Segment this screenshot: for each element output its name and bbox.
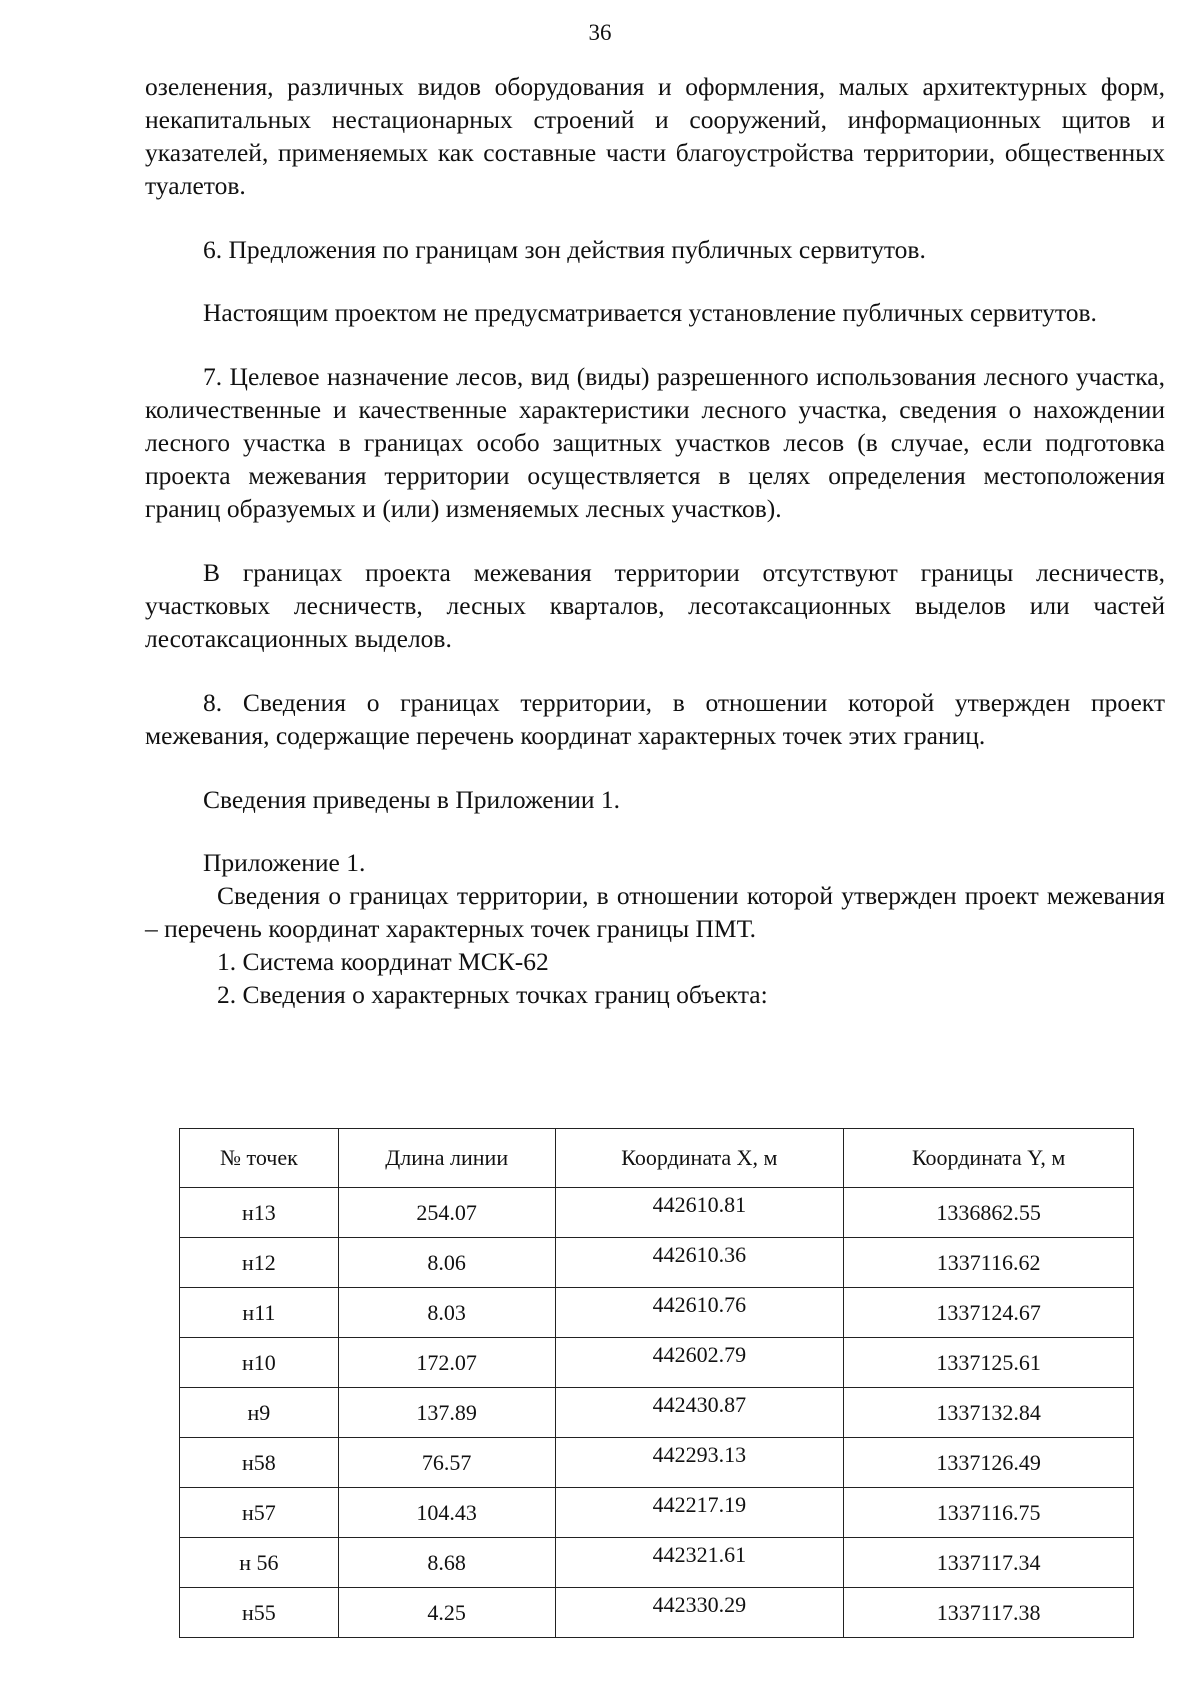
cell-length: 104.43: [338, 1488, 555, 1538]
cell-point: н55: [180, 1588, 339, 1638]
cell-x: 442321.61: [555, 1538, 844, 1588]
table-row: [180, 1538, 1134, 1588]
cell-point: н11: [180, 1288, 339, 1338]
table-row: [180, 1488, 1134, 1538]
cell-y: 1337132.84: [844, 1388, 1134, 1438]
cell-y: 1337124.67: [844, 1288, 1134, 1338]
cell-length: 8.68: [338, 1538, 555, 1588]
section-7-heading: 7. Целевое назначение лесов, вид (виды) разрешенного использования лесного участка, количественные и качественные характеристики лесного участка, сведения о нахождении лесного участка в границах особо защитных участков лесов (в случае, если подготовка проекта межевания территории осуществляется в целях определения местоположения границ образуемых и (или) изменяемых лесных участков).: [145, 362, 1165, 523]
cell-y: 1337126.49: [844, 1438, 1134, 1488]
cell-length: 8.03: [338, 1288, 555, 1338]
cell-y: 1337117.34: [844, 1538, 1134, 1588]
cell-length: 172.07: [338, 1338, 555, 1388]
header-point-number: № точек: [180, 1129, 339, 1188]
cell-point: н57: [180, 1488, 339, 1538]
header-coordinate-y: Координата Y, м: [844, 1129, 1134, 1188]
cell-point: н58: [180, 1438, 339, 1488]
cell-x: 442430.87: [555, 1388, 844, 1438]
cell-length: 76.57: [338, 1438, 555, 1488]
table-row: [180, 1588, 1134, 1638]
cell-point: н13: [180, 1188, 339, 1238]
header-line-length: Длина линии: [338, 1129, 555, 1188]
cell-length: 254.07: [338, 1188, 555, 1238]
appendix-title: Приложение 1.: [203, 848, 366, 877]
cell-x: 442217.19: [555, 1488, 844, 1538]
cell-point: н10: [180, 1338, 339, 1388]
table-row: [180, 1288, 1134, 1338]
paragraph-forestry: В границах проекта межевания территории отсутствуют границы лесничеств, участковых лесничеств, лесных кварталов, лесотаксационных выделов или частей лесотаксационных выделов.: [145, 558, 1165, 653]
cell-length: 4.25: [338, 1588, 555, 1638]
cell-x: 442610.81: [555, 1188, 844, 1238]
paragraph-landscaping: озеленения, различных видов оборудования и оформления, малых архитектурных форм, некапитальных нестационарных строений и сооружений, информационных щитов и указателей, применяемых как составные части благоустройства территории, общественных туалетов.: [145, 72, 1165, 200]
cell-y: 1337116.75: [844, 1488, 1134, 1538]
cell-length: 137.89: [338, 1388, 555, 1438]
table-row: [180, 1188, 1134, 1238]
table-row: [180, 1438, 1134, 1488]
section-8-heading: 8. Сведения о границах территории, в отношении которой утвержден проект межевания, содержащие перечень координат характерных точек этих границ.: [145, 688, 1165, 750]
cell-length: 8.06: [338, 1238, 555, 1288]
cell-y: 1336862.55: [844, 1188, 1134, 1238]
cell-x: 442610.36: [555, 1238, 844, 1288]
cell-x: 442293.13: [555, 1438, 844, 1488]
cell-x: 442330.29: [555, 1588, 844, 1638]
table-header-row: [180, 1129, 1134, 1188]
appendix-item-points-info: 2. Сведения о характерных точках границ объекта:: [217, 980, 768, 1009]
paragraph-appendix-reference: Сведения приведены в Приложении 1.: [203, 785, 621, 814]
cell-point: н9: [180, 1388, 339, 1438]
table-row: [180, 1238, 1134, 1288]
page-number: 36: [588, 20, 612, 45]
cell-x: 442610.76: [555, 1288, 844, 1338]
document-body: [145, 70, 1165, 1011]
cell-y: 1337125.61: [844, 1338, 1134, 1388]
appendix-description: Сведения о границах территории, в отношении которой утвержден проект межевания – перечень координат характерных точек границы ПМТ.: [145, 881, 1165, 943]
cell-point: н 56: [180, 1538, 339, 1588]
coordinates-table: [179, 1128, 1134, 1638]
appendix-item-coordinate-system: 1. Система координат МСК-62: [217, 947, 549, 976]
cell-y: 1337116.62: [844, 1238, 1134, 1288]
paragraph-servitudes: Настоящим проектом не предусматривается установление публичных сервитутов.: [203, 298, 1097, 327]
cell-x: 442602.79: [555, 1338, 844, 1388]
table-row: [180, 1338, 1134, 1388]
cell-point: н12: [180, 1238, 339, 1288]
section-6-heading: 6. Предложения по границам зон действия публичных сервитутов.: [203, 235, 926, 264]
cell-y: 1337117.38: [844, 1588, 1134, 1638]
header-coordinate-x: Координата X, м: [555, 1129, 844, 1188]
table-row: [180, 1388, 1134, 1438]
